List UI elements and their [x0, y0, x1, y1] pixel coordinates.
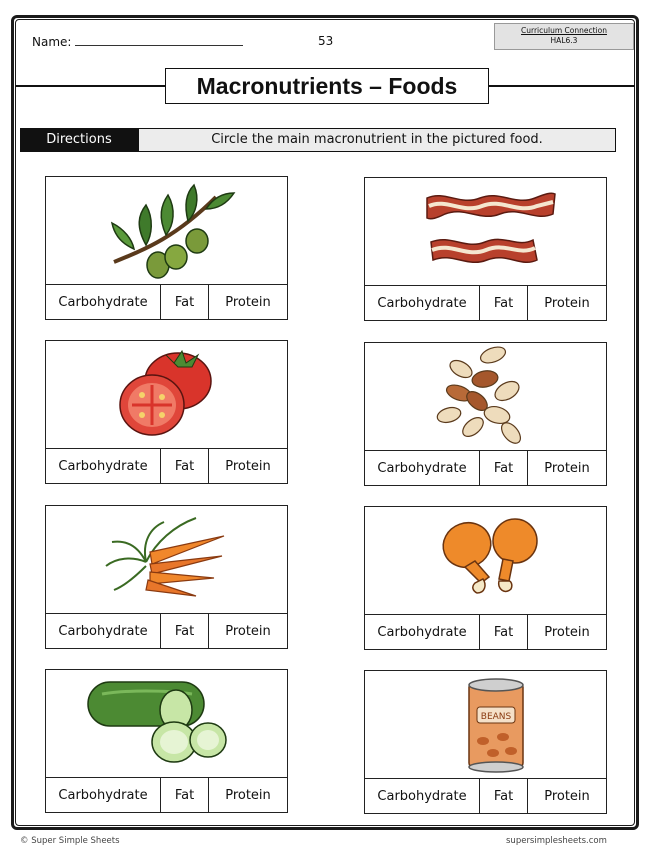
chicken-drumstick-icon — [365, 507, 606, 615]
option-carbohydrate[interactable]: Carbohydrate — [365, 779, 480, 813]
option-protein[interactable]: Protein — [225, 294, 271, 310]
footer-website: supersimplesheets.com — [506, 836, 607, 846]
bean-can-icon — [365, 671, 606, 779]
option-protein[interactable]: Protein — [544, 295, 590, 311]
food-card-olives — [45, 176, 288, 320]
food-card-bacon — [364, 177, 607, 321]
option-protein[interactable]: Protein — [544, 624, 590, 640]
bacon-icon — [365, 178, 606, 286]
answer-options — [46, 613, 287, 648]
option-fat[interactable]: Fat — [161, 449, 209, 483]
answer-options — [46, 284, 287, 319]
curriculum-title: Curriculum Connection — [521, 26, 607, 35]
directions-label: Directions — [20, 128, 138, 152]
directions-text: Circle the main macronutrient in the pictured food. — [138, 128, 616, 152]
option-carbohydrate[interactable]: Carbohydrate — [46, 449, 161, 483]
answer-options — [365, 614, 606, 649]
option-fat[interactable]: Fat — [161, 778, 209, 812]
option-protein[interactable]: Protein — [225, 787, 271, 803]
food-card-chicken — [364, 506, 607, 650]
food-card-cucumber — [45, 669, 288, 813]
name-label: Name: — [32, 35, 72, 49]
answer-options — [365, 778, 606, 813]
can-label: BEANS — [480, 712, 512, 722]
option-fat[interactable]: Fat — [480, 615, 528, 649]
option-protein[interactable]: Protein — [225, 458, 271, 474]
name-blank-line[interactable] — [75, 34, 243, 46]
option-protein[interactable]: Protein — [544, 788, 590, 804]
footer-copyright: © Super Simple Sheets — [20, 836, 120, 846]
option-carbohydrate[interactable]: Carbohydrate — [46, 614, 161, 648]
tomato-icon — [46, 341, 287, 449]
option-carbohydrate[interactable]: Carbohydrate — [46, 778, 161, 812]
name-field[interactable] — [32, 34, 243, 49]
page-number: 53 — [318, 34, 334, 48]
food-card-carrots — [45, 505, 288, 649]
option-carbohydrate[interactable]: Carbohydrate — [365, 451, 480, 485]
curriculum-connection-box — [494, 23, 634, 50]
answer-options — [365, 450, 606, 485]
option-protein[interactable]: Protein — [225, 623, 271, 639]
carrot-icon — [46, 506, 287, 614]
food-card-beans — [364, 670, 607, 814]
option-fat[interactable]: Fat — [480, 779, 528, 813]
option-carbohydrate[interactable]: Carbohydrate — [365, 286, 480, 320]
curriculum-code: HAL6.3 — [550, 36, 578, 45]
option-fat[interactable]: Fat — [161, 614, 209, 648]
option-fat[interactable]: Fat — [161, 285, 209, 319]
option-carbohydrate[interactable]: Carbohydrate — [365, 615, 480, 649]
olive-branch-icon — [46, 177, 287, 285]
option-carbohydrate[interactable]: Carbohydrate — [46, 285, 161, 319]
option-protein[interactable]: Protein — [544, 460, 590, 476]
option-fat[interactable]: Fat — [480, 286, 528, 320]
option-fat[interactable]: Fat — [480, 451, 528, 485]
food-card-nuts — [364, 342, 607, 486]
answer-options — [365, 285, 606, 320]
cucumber-icon — [46, 670, 287, 778]
answer-options — [46, 777, 287, 812]
page-title: Macronutrients – Foods — [165, 68, 489, 104]
almonds-icon — [365, 343, 606, 451]
answer-options — [46, 448, 287, 483]
food-card-tomato — [45, 340, 288, 484]
